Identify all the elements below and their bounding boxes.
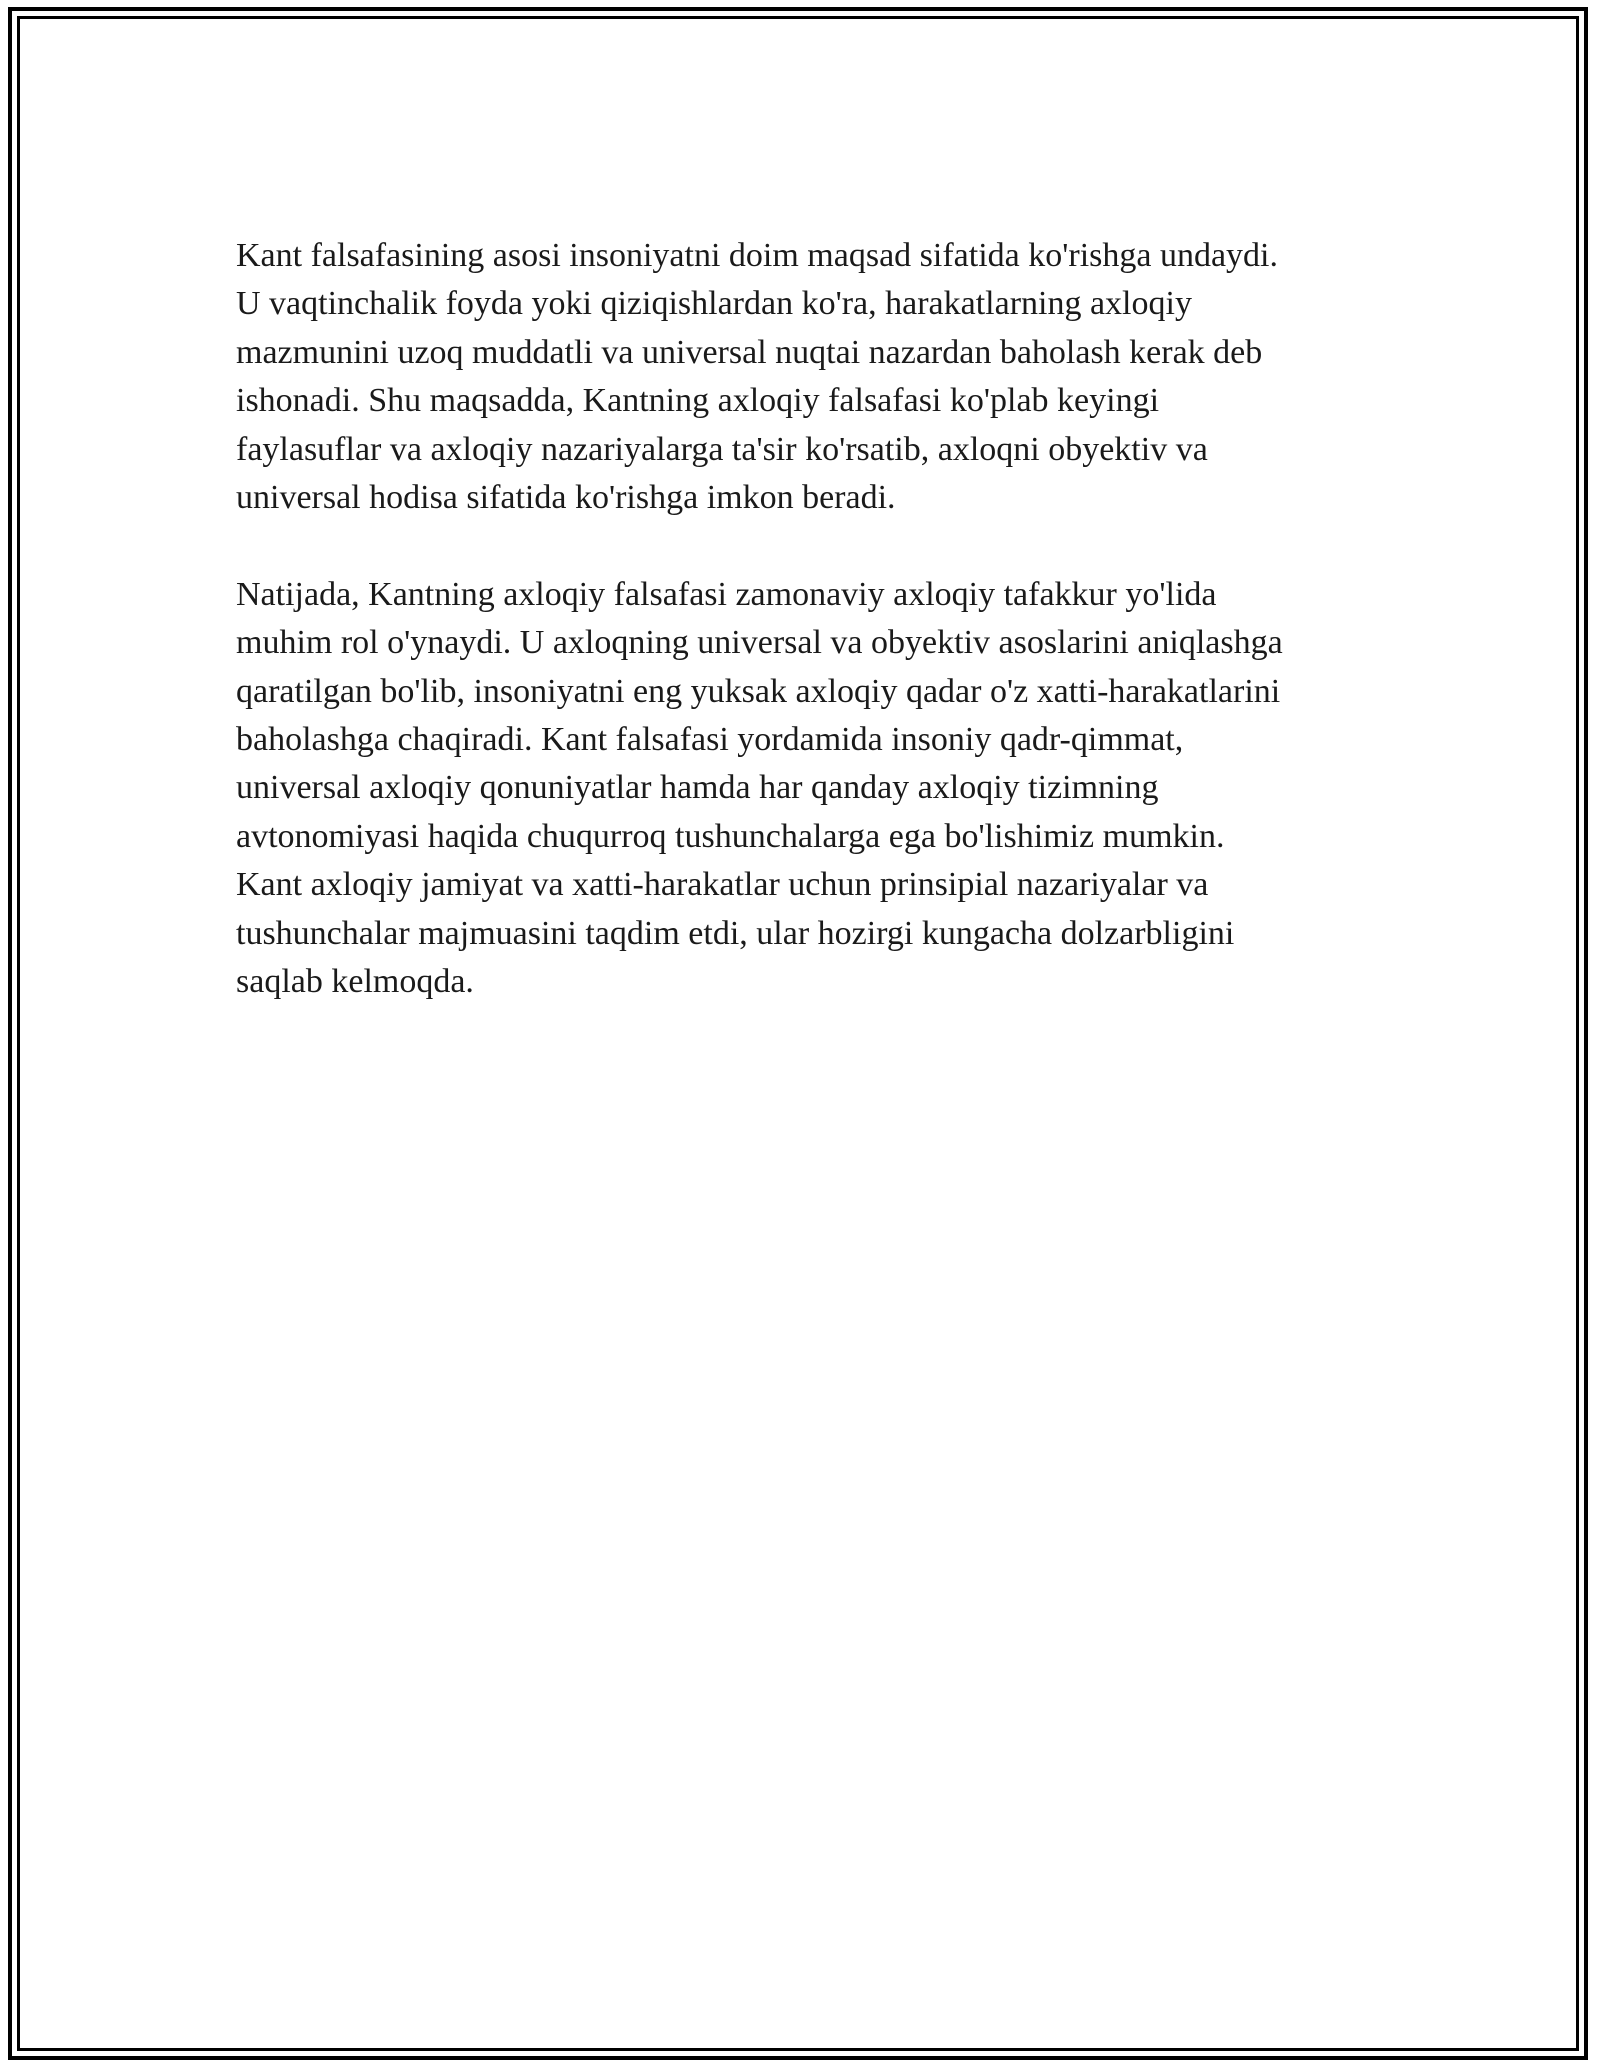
text-line: Natijada, Kantning axloqiy falsafasi zamonaviy axloqiy tafakkur yo'lida <box>236 575 1217 613</box>
text-line: faylasuflar va axloqiy nazariyalarga ta'sir ko'rsatib, axloqni obyektiv va <box>236 430 1208 468</box>
text-line: saqlab kelmoqda. <box>236 963 474 1001</box>
text-line: mazmunini uzoq muddatli va universal nuqtai nazardan baholash kerak deb <box>236 333 1263 371</box>
text-line: Kant axloqiy jamiyat va xatti-harakatlar uchun prinsipial nazariyalar va <box>236 866 1209 904</box>
text-line: qaratilgan bo'lib, insoniyatni eng yuksak axloqiy qadar o'z xatti-harakatlarini <box>236 672 1281 710</box>
document-body <box>236 232 1376 1006</box>
text-line: universal hodisa sifatida ko'rishga imkon beradi. <box>236 479 896 517</box>
text-line: avtonomiyasi haqida chuqurroq tushunchalarga ega bo'lishimiz mumkin. <box>236 817 1225 855</box>
text-line: Kant falsafasining asosi insoniyatni doim maqsad sifatida ko'rishga undaydi. <box>236 237 1278 274</box>
paragraph-1 <box>236 232 1376 522</box>
text-line: universal axloqiy qonuniyatlar hamda har qanday axloqiy tizimning <box>236 769 1159 807</box>
paragraph-2 <box>236 571 1376 1007</box>
text-line: tushunchalar majmuasini taqdim etdi, ular hozirgi kungacha dolzarbligini <box>236 914 1235 952</box>
text-line: baholashga chaqiradi. Kant falsafasi yordamida insoniy qadr-qimmat, <box>236 721 1184 759</box>
text-line: ishonadi. Shu maqsadda, Kantning axloqiy falsafasi ko'plab keyingi <box>236 382 1160 420</box>
text-line: U vaqtinchalik foyda yoki qiziqishlardan ko'ra, harakatlarning axloqiy <box>236 285 1192 323</box>
text-line: muhim rol o'ynaydi. U axloqning universal va obyektiv asoslarini aniqlashga <box>236 624 1283 662</box>
